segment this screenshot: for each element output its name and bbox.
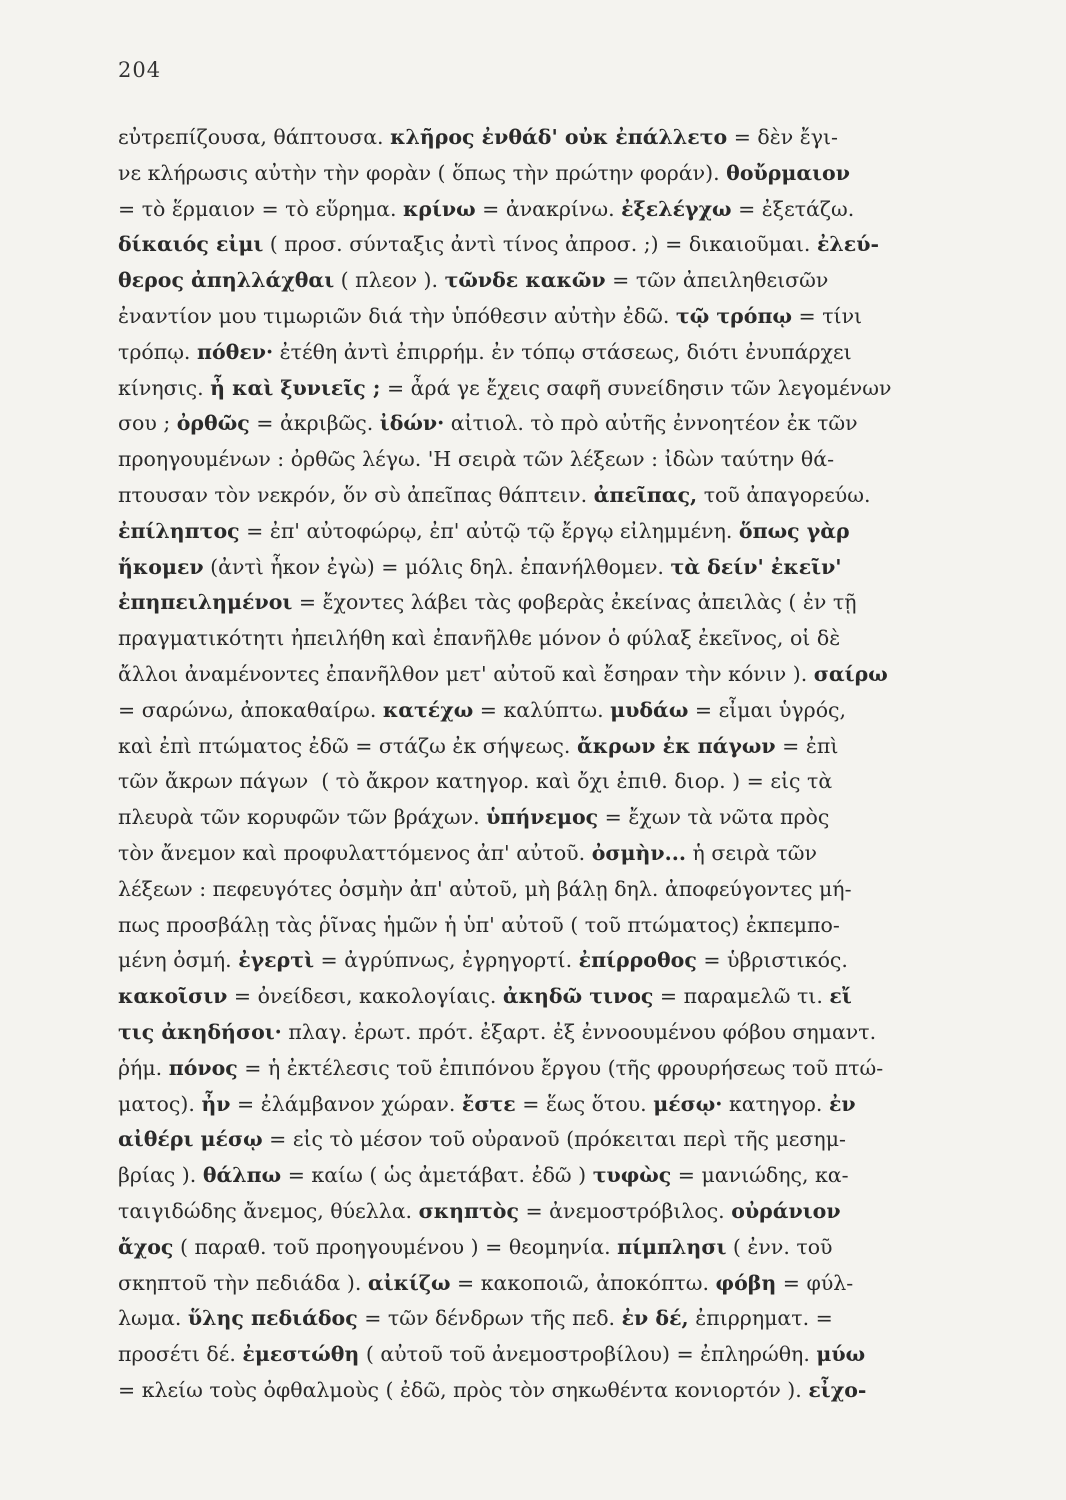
lemma-term: κατέχω: [382, 697, 474, 722]
lemma-term: ἦν: [201, 1091, 231, 1116]
gloss-text: ἐτέθη ἀντὶ ἐπιρρήμ. ἐν τόπῳ στάσεως, διότι ἐνυπάρχει: [273, 339, 852, 364]
lemma-term: τῶνδε κακῶν: [444, 268, 606, 293]
gloss-text: = τίνι: [791, 303, 863, 328]
lemma-term: οὐράνιον: [731, 1198, 841, 1223]
gloss-text: προηγουμένων : ὀρθῶς λέγω. 'Η σειρὰ τῶν λέξεων : ἰδὼν ταύτην θά-: [118, 447, 834, 472]
lemma-term: δίκαιός εἰμι: [118, 232, 264, 257]
gloss-text: = ἐξετάζω.: [731, 196, 855, 221]
gloss-text: αἰτιολ. τὸ πρὸ αὐτῆς ἐννοητέον ἐκ τῶν: [444, 411, 858, 436]
text-line: [118, 979, 1018, 1015]
gloss-text: σου ;: [118, 411, 177, 436]
lemma-term: ἦ καὶ ξυνιεῖς ;: [210, 375, 381, 400]
gloss-text: = σαρώνω, ἀποκαθαίρω.: [118, 697, 383, 722]
lemma-term: τὰ δείν' ἐκεῖν': [670, 554, 842, 579]
text-line: [118, 478, 1018, 514]
text-line: [118, 263, 1018, 299]
text-line: [118, 156, 1018, 192]
lemma-term: μυδάω: [610, 697, 689, 722]
lemma-term: ἐλεύ-: [816, 232, 879, 257]
lemma-term: κακοῖσιν: [118, 984, 228, 1009]
lemma-term: ὕλης πεδιάδος: [187, 1306, 358, 1331]
text-line: [118, 729, 1018, 765]
gloss-text: = τῶν δένδρων τῆς πεδ.: [357, 1306, 622, 1331]
gloss-text: τρόπῳ.: [118, 339, 197, 364]
gloss-text: = ὀνείδεσι, κακολογίαις.: [227, 984, 503, 1009]
gloss-text: = ἕως ὅτου.: [515, 1091, 654, 1116]
gloss-text: = ἀγρύπνως, ἐγρηγορτί.: [314, 948, 579, 973]
text-line: [118, 1194, 1018, 1230]
gloss-text: λωμα.: [118, 1306, 188, 1331]
lemma-term: φόβη: [715, 1270, 777, 1295]
gloss-text: = φύλ-: [776, 1270, 854, 1295]
lemma-term: πόθεν·: [196, 339, 274, 364]
text-line: [118, 1301, 1018, 1337]
lemma-term: ἄχος: [118, 1234, 174, 1259]
lemma-term: ἐπίληπτος: [118, 518, 240, 543]
gloss-text: τοῦ ἀπαγορεύω.: [697, 482, 871, 507]
lemma-term: ἐπίρροθος: [578, 948, 697, 973]
text-line: [118, 299, 1018, 335]
lemma-term: θοὔρμαιον: [726, 160, 850, 185]
lemma-term: ἐπηπειλημένοι: [118, 590, 293, 615]
text-line: [118, 585, 1018, 621]
gloss-text: πως προσβάλῃ τὰς ῥῖνας ἡμῶν ἡ ὑπ' αὐτοῦ ( τοῦ πτώματος) ἐκπεμπο-: [118, 912, 840, 937]
gloss-text: ( προσ. σύνταξις ἀντὶ τίνος ἀπροσ. ;) = δικαιοῦμαι.: [263, 232, 817, 257]
gloss-text: προσέτι δέ.: [118, 1342, 243, 1367]
lemma-term: ὀρθῶς: [176, 411, 250, 436]
lemma-term: θερος ἀπηλλάχθαι: [118, 268, 335, 293]
lemma-term: κλῆρος ἐνθάδ' οὐκ ἐπάλλετο: [390, 125, 728, 149]
gloss-text: = ἔχων τὰ νῶτα πρὸς: [598, 805, 830, 830]
lemma-term: ἐξελέγχω: [621, 196, 732, 221]
lemma-term: ὀσμὴν...: [591, 840, 687, 865]
text-line: [118, 227, 1018, 263]
text-line: [118, 693, 1018, 729]
text-line: [118, 621, 1018, 657]
gloss-text: = κακοποιῶ, ἀποκόπτω.: [450, 1270, 716, 1295]
gloss-text: ( αὐτοῦ τοῦ ἀνεμοστροβίλου) = ἐπληρώθη.: [359, 1342, 817, 1367]
lemma-term: αἰθέρι μέσῳ: [118, 1127, 263, 1152]
text-line: [118, 120, 1018, 156]
gloss-text: πραγματικότητι ἠπειλήθη καὶ ἐπανῆλθε μόνον ὁ φύλαξ ἐκεῖνος, οἱ δὲ: [118, 626, 841, 651]
gloss-text: = μανιώδης, κα-: [671, 1163, 849, 1188]
gloss-text: νε κλήρωσις αὐτὴν τὴν φορὰν ( ὅπως τὴν πρώτην φοράν).: [118, 160, 727, 185]
lemma-term: ἐμεστώθη: [242, 1342, 360, 1367]
lemma-term: ἐν δέ,: [621, 1306, 689, 1331]
lemma-term: ἥκομεν: [118, 554, 204, 579]
text-line: [118, 1337, 1018, 1373]
text-line: [118, 192, 1018, 228]
text-line: [118, 1087, 1018, 1123]
lemma-term: πίμπλησι: [617, 1234, 727, 1259]
gloss-text: (ἀντὶ ἧκον ἐγὼ) = μόλις δηλ. ἐπανήλθομεν.: [203, 554, 671, 579]
lemma-term: ἀπεῖπας,: [593, 482, 698, 507]
gloss-text: ταιγιδώδης ἄνεμος, θύελλα.: [118, 1198, 419, 1223]
gloss-text: τὸν ἄνεμον καὶ προφυλαττόμενος ἀπ' αὐτοῦ.: [118, 840, 592, 865]
gloss-text: κίνησις.: [118, 375, 211, 400]
text-line: [118, 657, 1018, 693]
gloss-text: ἄλλοι ἀναμένοντες ἐπανῆλθον μετ' αὐτοῦ καὶ ἔσηραν τὴν κόνιν ).: [118, 661, 814, 686]
gloss-text: = παραμελῶ τι.: [653, 984, 830, 1009]
text-line: [118, 1051, 1018, 1087]
text-line: [118, 908, 1018, 944]
lemma-term: μύω: [816, 1342, 866, 1367]
lemma-term: ἰδών·: [379, 411, 445, 436]
lemma-term: θάλπω: [202, 1163, 282, 1188]
text-line: [118, 836, 1018, 872]
lemma-term: ἐγερτὶ: [238, 948, 314, 973]
text-body: [118, 120, 1018, 1409]
gloss-text: πλαγ. ἐρωτ. πρότ. ἐξαρτ. ἐξ ἐννοουμένου φόβου σημαντ.: [281, 1019, 877, 1044]
lemma-term: ἄκρων ἐκ πάγων: [576, 733, 776, 758]
lemma-term: ὑπήνεμος: [486, 805, 599, 830]
text-line: [118, 872, 1018, 908]
lemma-term: ἀκηδῶ τινος: [502, 984, 654, 1009]
gloss-text: = ἀνακρίνω.: [475, 196, 622, 221]
gloss-text: = τῶν ἀπειληθεισῶν: [605, 268, 829, 293]
text-line: [118, 1158, 1018, 1194]
gloss-text: ( παραθ. τοῦ προηγουμένου ) = θεομηνία.: [173, 1234, 618, 1259]
gloss-text: ἐναντίον μου τιμωριῶν διά τὴν ὑπόθεσιν αὐτὴν ἐδῶ.: [118, 303, 676, 328]
gloss-text: = εἰς τὸ μέσον τοῦ οὐρανοῦ (πρόκειται περὶ τῆς μεσημ-: [262, 1127, 846, 1152]
gloss-text: = ὑβριστικός.: [696, 948, 848, 973]
gloss-text: τῶν ἄκρων πάγων ( τὸ ἄκρον κατηγορ. καὶ ὄχι ἐπιθ. διορ. ) = εἰς τὰ: [118, 769, 833, 794]
gloss-text: ἡ σειρὰ τῶν: [686, 840, 817, 865]
gloss-text: κατηγορ.: [722, 1091, 829, 1116]
gloss-text: = ἀνεμοστρόβιλος.: [518, 1198, 732, 1223]
gloss-text: ῥήμ.: [118, 1055, 169, 1080]
gloss-text: ( πλεον ).: [334, 268, 445, 293]
lemma-term: πόνος: [168, 1055, 238, 1080]
text-line: [118, 800, 1018, 836]
gloss-text: = ἔχοντες λάβει τὰς φοβερὰς ἐκείνας ἀπειλὰς ( ἐν τῇ: [292, 590, 857, 615]
gloss-text: πτουσαν τὸν νεκρόν, ὅν σὺ ἀπεῖπας θάπτειν.: [118, 482, 594, 507]
lemma-term: αἰκίζω: [367, 1270, 451, 1295]
gloss-text: μένη ὀσμή.: [118, 948, 239, 973]
gloss-text: = κλείω τοὺς ὀφθαλμοὺς ( ἐδῶ, πρὸς τὸν σηκωθέντα κονιορτόν ).: [118, 1377, 809, 1402]
gloss-text: = ἐλάμβανον χώραν.: [230, 1091, 462, 1116]
text-line: [118, 442, 1018, 478]
text-line: [118, 550, 1018, 586]
lemma-term: ἐν: [828, 1091, 856, 1116]
gloss-text: σκηπτοῦ τὴν πεδιάδα ).: [118, 1270, 368, 1295]
lemma-term: τυφὼς: [592, 1163, 672, 1188]
gloss-text: = τὸ ἕρμαιον = τὸ εὕρημα.: [118, 196, 403, 221]
lemma-term: σκηπτὸς: [418, 1198, 519, 1223]
text-line: [118, 1266, 1018, 1302]
gloss-text: = ἀκριβῶς.: [249, 411, 380, 436]
gloss-text: = καίω ( ὡς ἀμετάβατ. ἐδῶ ): [281, 1163, 593, 1188]
lemma-term: μέσῳ·: [653, 1091, 723, 1116]
gloss-text: ματος).: [118, 1091, 202, 1116]
lemma-term: ὅπως γὰρ: [738, 518, 850, 543]
lemma-term: εἶχο-: [808, 1377, 867, 1402]
lemma-term: ἔστε: [461, 1091, 516, 1116]
gloss-text: εὐτρεπίζουσα, θάπτουσα.: [118, 125, 391, 149]
gloss-text: καὶ ἐπὶ πτώματος ἐδῶ = στάζω ἐκ σήψεως.: [118, 733, 577, 758]
gloss-text: λέξεων : πεφευγότες ὀσμὴν ἀπ' αὐτοῦ, μὴ βάλῃ δηλ. ἀποφεύγοντες μή-: [118, 876, 852, 901]
text-line: [118, 1373, 1018, 1409]
text-line: [118, 764, 1018, 800]
text-line: [118, 1230, 1018, 1266]
gloss-text: ( ἐνν. τοῦ: [726, 1234, 833, 1259]
lemma-term: τῷ τρόπῳ: [675, 303, 792, 328]
gloss-text: ἐπιρρηματ. =: [688, 1306, 833, 1331]
gloss-text: = δὲν ἔγι-: [727, 125, 838, 149]
text-line: [118, 406, 1018, 442]
text-line: [118, 1015, 1018, 1051]
lemma-term: εἴ: [829, 984, 852, 1009]
gloss-text: = ἐπὶ: [775, 733, 839, 758]
text-line: [118, 943, 1018, 979]
gloss-text: = ἡ ἐκτέλεσις τοῦ ἐπιπόνου ἔργου (τῆς φρουρήσεως τοῦ πτώ-: [237, 1055, 884, 1080]
gloss-text: βρίας ).: [118, 1163, 203, 1188]
lemma-term: τις ἀκηδήσοι·: [118, 1019, 282, 1044]
gloss-text: = ἐπ' αὐτοφώρῳ, ἐπ' αὐτῷ τῷ ἔργῳ εἰλημμένη.: [239, 518, 739, 543]
text-line: [118, 371, 1018, 407]
text-line: [118, 514, 1018, 550]
gloss-text: = ἆρά γε ἔχεις σαφῆ συνείδησιν τῶν λεγομένων: [380, 375, 892, 400]
page-number: 204: [118, 58, 162, 82]
gloss-text: = εἶμαι ὑγρός,: [688, 697, 847, 722]
text-line: [118, 1122, 1018, 1158]
text-line: [118, 335, 1018, 371]
gloss-text: πλευρὰ τῶν κορυφῶν τῶν βράχων.: [118, 805, 487, 830]
lemma-term: κρίνω: [402, 196, 476, 221]
gloss-text: = καλύπτω.: [473, 697, 611, 722]
lemma-term: σαίρω: [813, 661, 888, 686]
